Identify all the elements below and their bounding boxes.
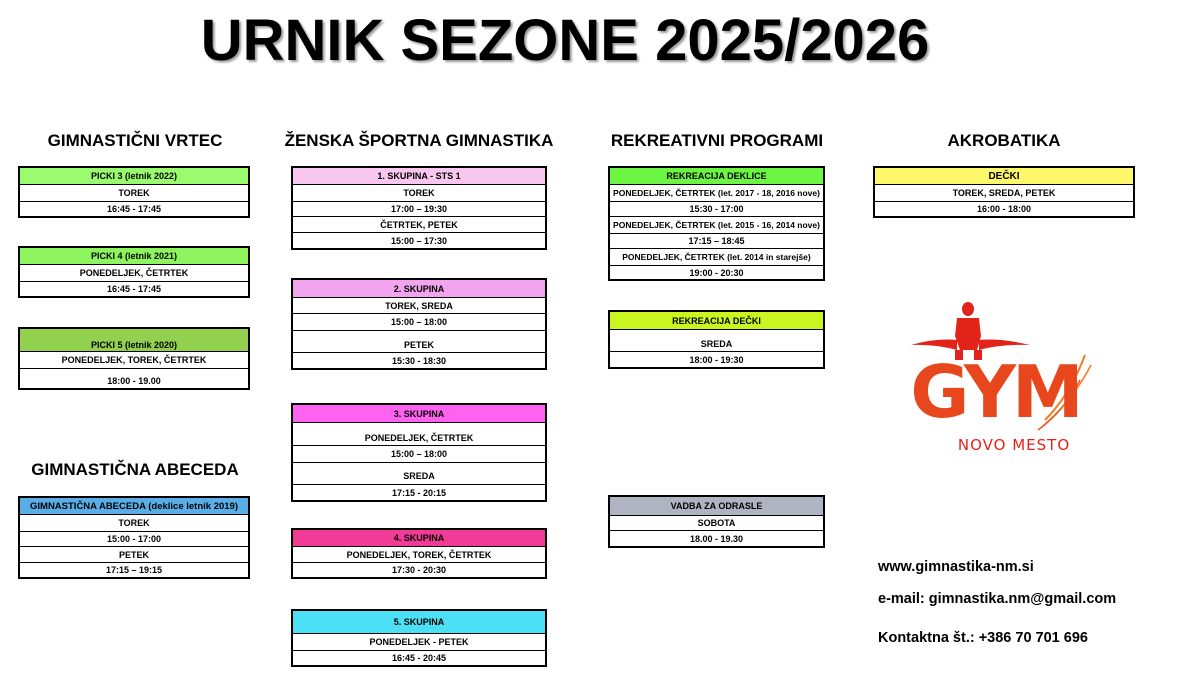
box-time: 17:15 - 20:15 — [293, 484, 545, 500]
box-day: SREDA — [293, 462, 545, 484]
email-text: e-mail: gimnastika.nm@gmail.com — [878, 591, 1117, 607]
box-time: 15:00 – 18:00 — [293, 445, 545, 462]
box-time: 16:45 - 17:45 — [20, 281, 248, 296]
box-day: PONEDELJEK, ČETRTEK (let. 2015 - 16, 2014 nove) — [610, 216, 823, 233]
box-day: PETEK — [20, 546, 248, 562]
section-title-zenska: ŽENSKA ŠPORTNA GIMNASTIKA — [284, 131, 554, 150]
section-title-akrobatika: AKROBATIKA — [947, 131, 1061, 150]
box-header: REKREACIJA DEKLICE — [610, 168, 823, 184]
schedule-box-skupina-3 — [291, 403, 547, 502]
box-day: SREDA — [610, 329, 823, 351]
box-time: 19:00 - 20:30 — [610, 265, 823, 279]
box-time: 17:00 – 19:30 — [293, 201, 545, 216]
box-time: 17:30 - 20:30 — [293, 562, 545, 577]
box-time: 15:00 – 18:00 — [293, 313, 545, 330]
box-time: 15:30 - 18:30 — [293, 352, 545, 368]
box-day: PONEDELJEK, TOREK, ČETRTEK — [20, 351, 248, 368]
phone-text: Kontaktna št.: +386 70 701 696 — [878, 630, 1088, 646]
logo-sub-text: NOVO MESTO — [957, 436, 1071, 454]
box-day: PONEDELJEK, ČETRTEK — [293, 422, 545, 445]
box-header: PICKI 5 (letnik 2020) — [20, 329, 248, 351]
schedule-box-skupina-5 — [291, 609, 547, 667]
box-header: REKREACIJA DEČKI — [610, 312, 823, 329]
box-time: 16:45 - 20:45 — [293, 650, 545, 665]
box-time: 16:45 - 17:45 — [20, 201, 248, 216]
page-title: URNIK SEZONE 2025/2026 — [200, 8, 930, 73]
box-header: PICKI 3 (letnik 2022) — [20, 168, 248, 184]
schedule-box-abeceda — [18, 496, 250, 579]
logo-main-text: GYM — [910, 350, 1080, 434]
schedule-box-decki — [873, 166, 1135, 218]
box-day: PONEDELJEK, TOREK, ČETRTEK — [293, 546, 545, 562]
schedule-box-picki5 — [18, 327, 250, 390]
box-header: 5. SKUPINA — [293, 611, 545, 633]
box-header: 3. SKUPINA — [293, 405, 545, 422]
schedule-box-picki3 — [18, 166, 250, 218]
schedule-box-skupina-2 — [291, 278, 547, 370]
box-day: PONEDELJEK, ČETRTEK (let. 2014 in starejše) — [610, 248, 823, 265]
box-header: DEČKI — [875, 168, 1133, 184]
box-header: 4. SKUPINA — [293, 530, 545, 546]
box-day: PONEDELJEK, ČETRTEK — [20, 264, 248, 281]
schedule-box-skupina-1 — [291, 166, 547, 250]
box-day: TOREK, SREDA — [293, 297, 545, 313]
box-day: SOBOTA — [610, 515, 823, 530]
box-day: TOREK — [20, 514, 248, 531]
box-time: 15:00 - 17:00 — [20, 531, 248, 546]
box-time: 15:00 – 17:30 — [293, 232, 545, 248]
box-time: 18:00 - 19:30 — [610, 351, 823, 367]
website-text: www.gimnastika-nm.si — [878, 559, 1034, 575]
schedule-box-rekreacija-deklice — [608, 166, 825, 281]
box-header: 2. SKUPINA — [293, 280, 545, 297]
box-time: 15:30 - 17:00 — [610, 201, 823, 216]
box-header: 1. SKUPINA - STS 1 — [293, 168, 545, 184]
box-day: PONEDELJEK - PETEK — [293, 633, 545, 650]
section-title-abeceda: GIMNASTIČNA ABECEDA — [31, 460, 239, 479]
schedule-box-vadba-odrasle — [608, 495, 825, 548]
schedule-box-picki4 — [18, 246, 250, 298]
box-time: 16:00 - 18:00 — [875, 201, 1133, 216]
section-title-vrtec: GIMNASTIČNI VRTEC — [47, 131, 223, 150]
box-day: PONEDELJEK, ČETRTEK (let. 2017 - 18, 2016 nove) — [610, 184, 823, 201]
box-day: TOREK, SREDA, PETEK — [875, 184, 1133, 201]
schedule-box-rekreacija-decki — [608, 310, 825, 369]
section-title-rekreativni: REKREATIVNI PROGRAMI — [610, 131, 824, 150]
box-header: GIMNASTIČNA ABECEDA (deklice letnik 2019) — [20, 498, 248, 514]
box-header: VADBA ZA ODRASLE — [610, 497, 823, 515]
box-time: 18.00 - 19.30 — [610, 530, 823, 546]
box-time: 17:15 – 19:15 — [20, 562, 248, 577]
box-day: TOREK — [293, 184, 545, 201]
schedule-box-skupina-4 — [291, 528, 547, 579]
box-header: PICKI 4 (letnik 2021) — [20, 248, 248, 264]
box-time: 18:00 - 19.00 — [20, 368, 248, 388]
box-day: TOREK — [20, 184, 248, 201]
box-day: PETEK — [293, 330, 545, 352]
box-time: 17:15 – 18:45 — [610, 233, 823, 248]
box-day: ČETRTEK, PETEK — [293, 216, 545, 232]
gym-novo-mesto-logo — [905, 300, 1095, 460]
